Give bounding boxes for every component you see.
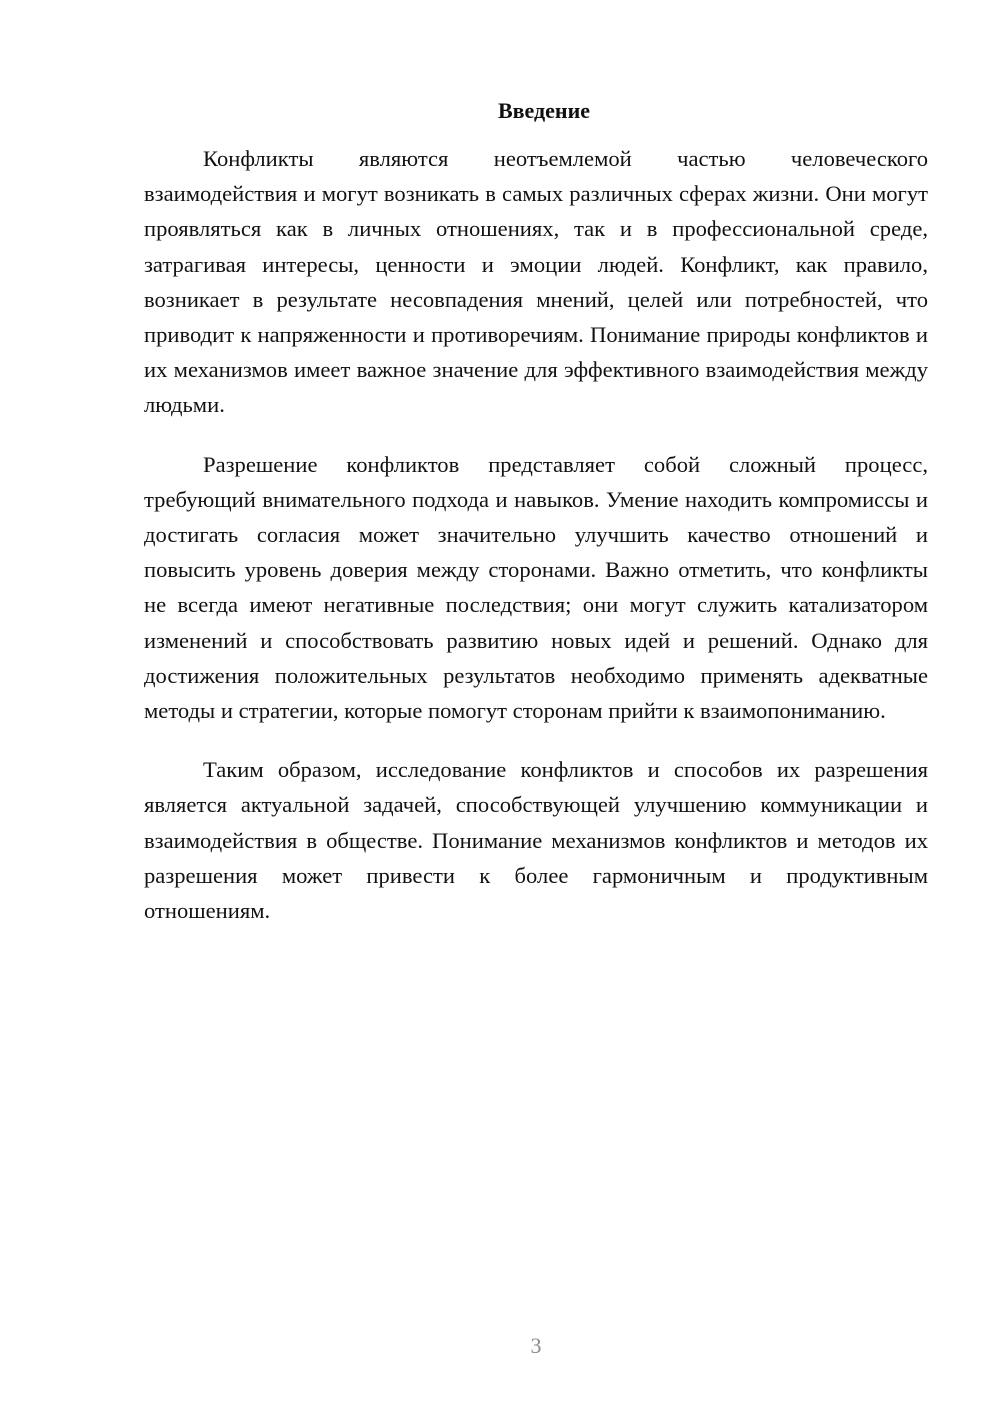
paragraph-3: Таким образом, исследование конфликтов и способов их разрешения является актуальной задачей, способствующей улучшению коммуникации и взаимодействия в обществе. Понимание механизмов конфликтов и методов их разрешения может привести к более гармоничным и продуктивным отношениям. [144, 757, 928, 924]
paragraph-2: Разрешение конфликтов представляет собой сложный процесс, требующий внимательного подхода и навыков. Умение находить компромиссы и достигать согласия может значительно улучшить качество отношений и повысить уровень доверия между сторонами. Важно отметить, что конфликты не всегда имеют негативные последствия; они могут служить катализатором изменений и способствовать развитию новых идей и решений. Однако для достижения положительных результатов необходимо применять адекватные методы и стратегии, которые помогут сторонам прийти к взаимопониманию. [144, 451, 928, 724]
page-number: 3 [530, 1333, 542, 1358]
page-content [144, 96, 928, 952]
paragraph-1: Конфликты являются неотъемлемой частью человеческого взаимодействия и могут возникать в самых различных сферах жизни. Они могут проявляться как в личных отношениях, так и в профессиональной среде, затрагивая интересы, ценности и эмоции людей. Конфликт, как правило, возникает в результате несовпадения мнений, целей или потребностей, что приводит к напряженности и противоречиям. Понимание природы конфликтов и их механизмов имеет важное значение для эффективного взаимодействия между людьми. [144, 146, 928, 418]
section-title: Введение [497, 98, 591, 123]
